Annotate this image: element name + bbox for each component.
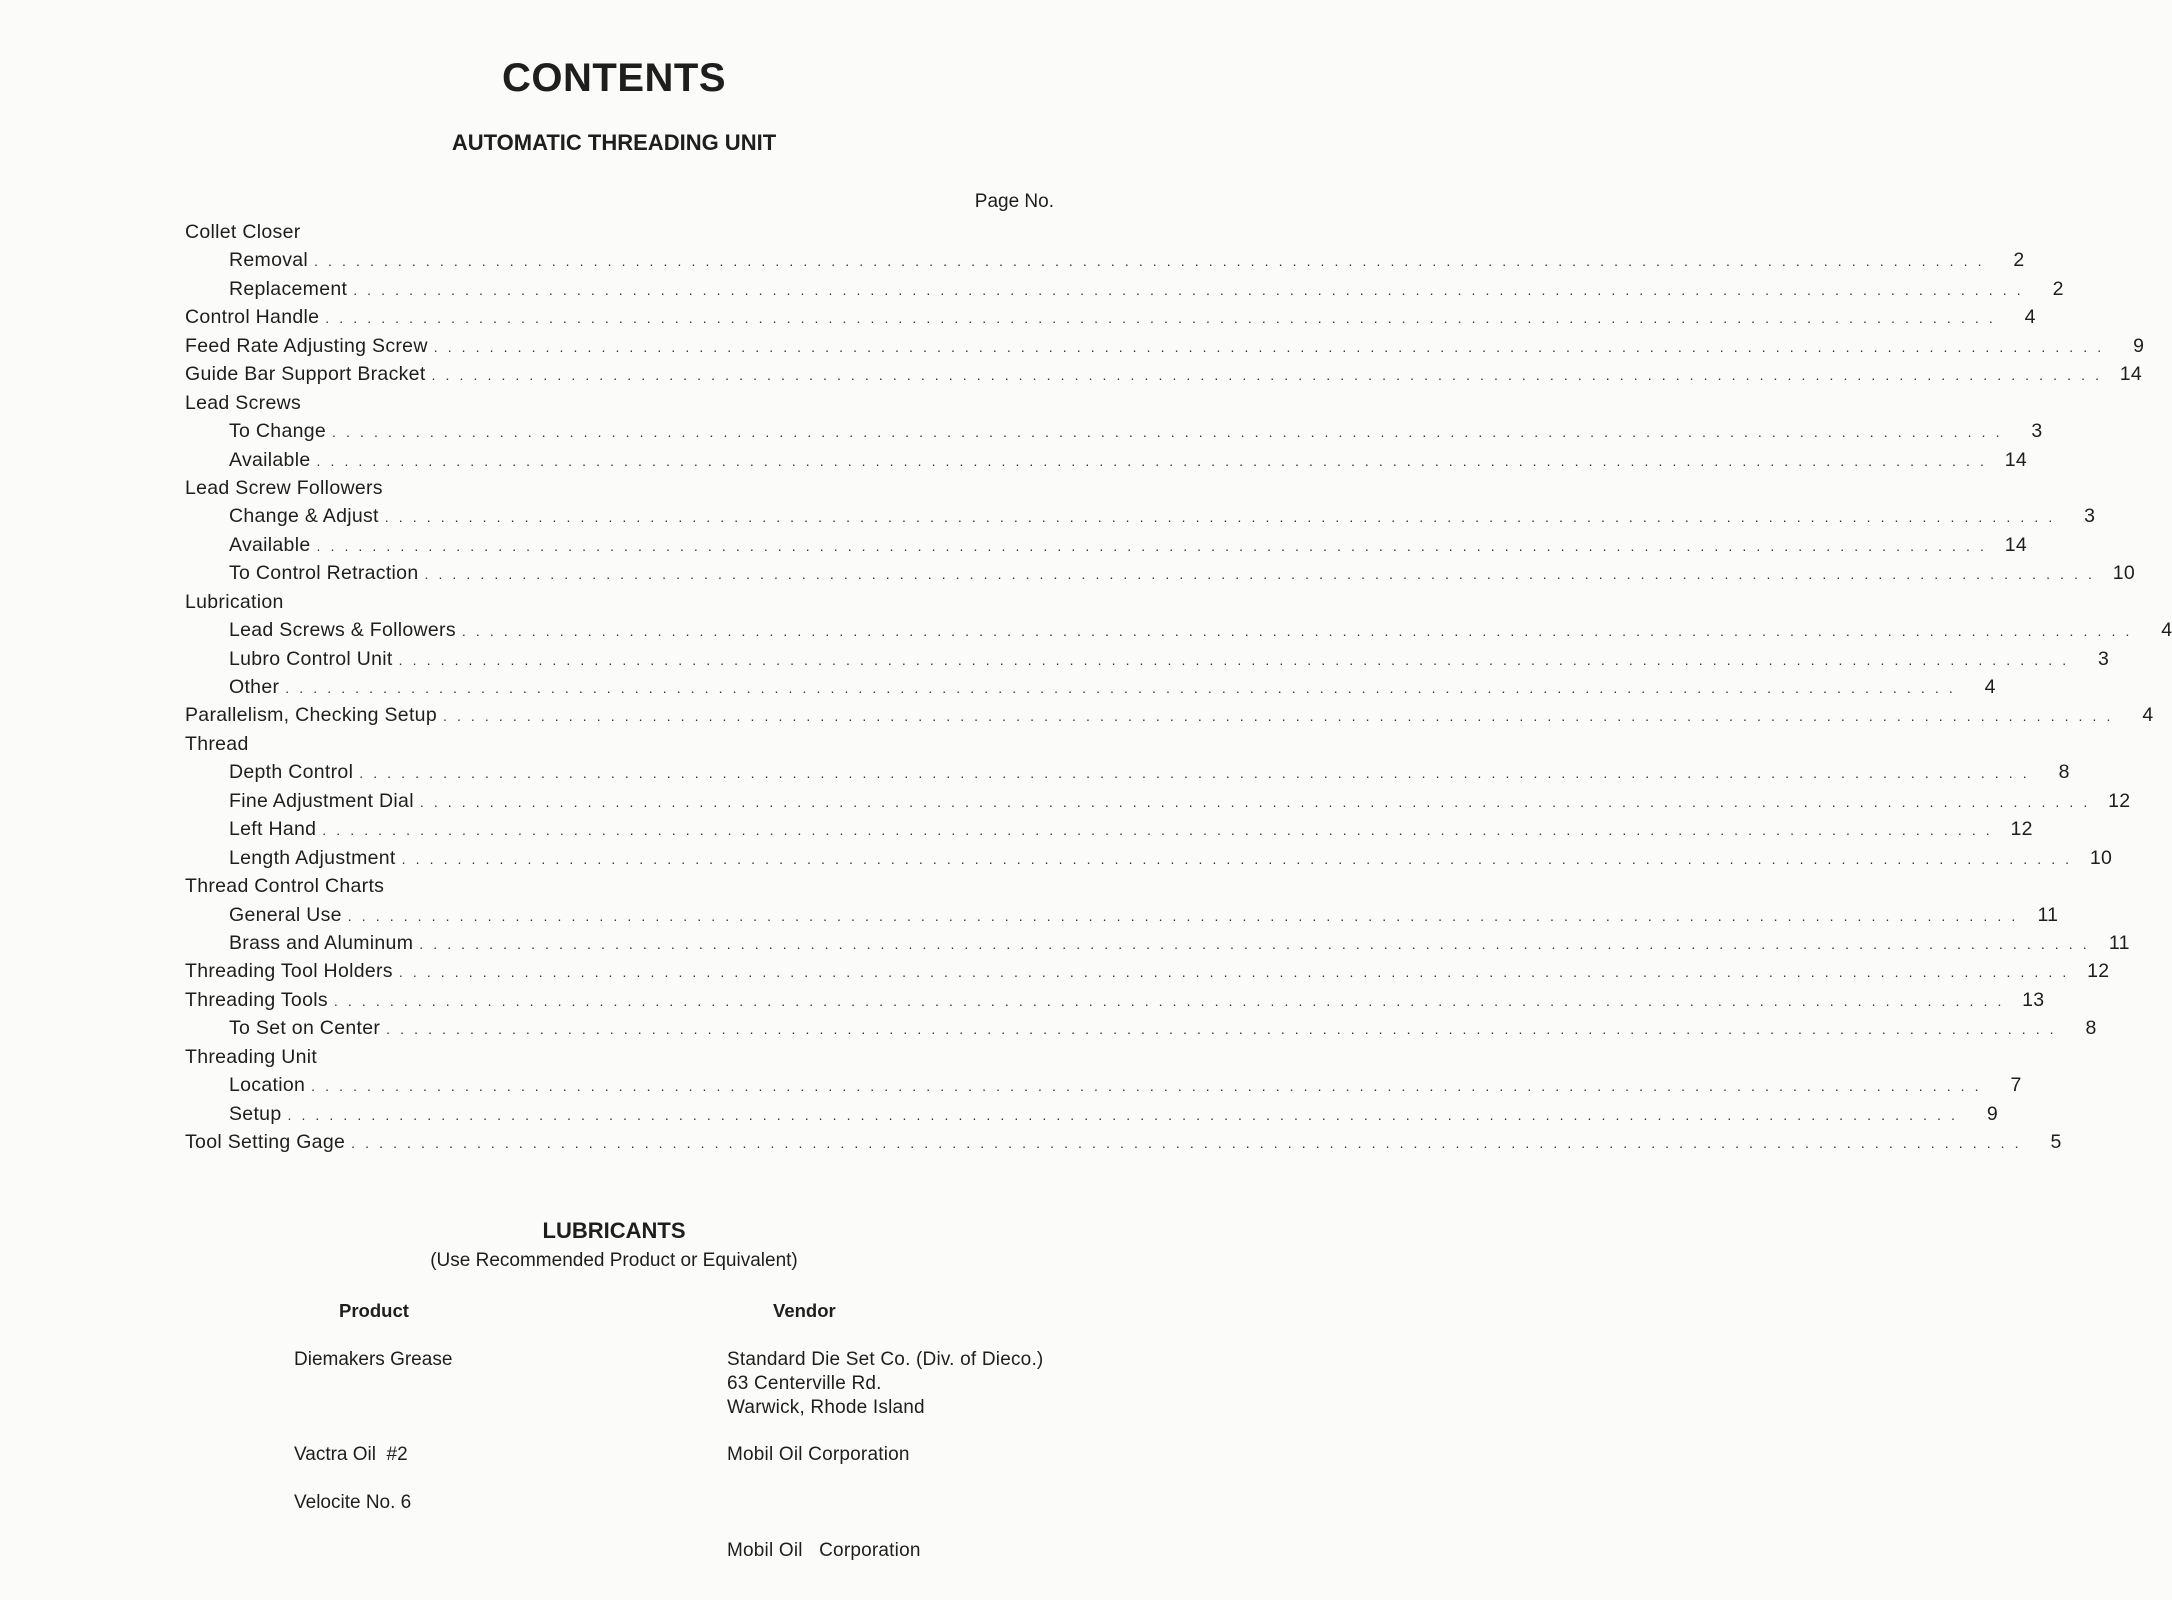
toc-entry-label: Length Adjustment (229, 846, 396, 869)
toc-entry-label: Setup (229, 1102, 282, 1125)
section-title: AUTOMATIC THREADING UNIT (451, 130, 777, 155)
toc-entry-page: 3 (2031, 420, 2043, 443)
toc-entry (185, 1100, 1998, 1128)
toc-entry-label: Brass and Aluminum (229, 931, 414, 954)
toc-entry-label: To Control Retraction (229, 562, 419, 585)
dot-leader: . . . . . . . . . . . . . . . . . . . . . . . . . . . . . . . . . . . . . . . . . . . . . . . . . . . . . . . . . . . . . . . . . . . . . . . . . . . . . . . . . . . . . . . . . . . . . . . . . . . . . . . . . . . . . . . . . . . . . . . . (359, 765, 2030, 782)
toc-entry-label: Change & Adjust (229, 505, 379, 528)
toc-entry-page: 4 (1984, 676, 1996, 698)
toc-entry-label: Threading Tools (185, 988, 328, 1011)
lubricant-product: Vactra Oil #2 (294, 1444, 408, 1465)
toc-entry-label: Removal (229, 249, 309, 272)
toc-entry-page: 2 (2013, 249, 2025, 272)
toc-entry (185, 474, 1055, 502)
toc-entry-page: 11 (2108, 931, 2130, 954)
toc-entry-label: Fine Adjustment Dial (229, 789, 414, 812)
toc-entry-page: 8 (2058, 761, 2070, 784)
toc-entry-label: Lubrication (185, 590, 284, 613)
toc-entry-label: Depth Control (229, 761, 354, 784)
toc-entry (185, 844, 2113, 872)
product-column-header: Product (339, 1300, 409, 1321)
toc-entry (185, 389, 1055, 417)
dot-leader: . . . . . . . . . . . . . . . . . . . . . . . . . . . . . . . . . . . . . . . . . . . . . . . . . . . . . . . . . . . . . . . . . . . . . . . . . . . . . . . . . . . . . . . . . . . . . . . . . . . . . . . . . . . . . . . . . . . . . . . . (398, 964, 2070, 981)
toc-entry-page: 10 (2089, 846, 2113, 869)
toc-entry (185, 218, 1055, 246)
toc-entry (185, 417, 2043, 445)
toc-entry-page: 14 (2119, 363, 2143, 386)
toc-entry (185, 1071, 2022, 1099)
toc-entry-page: 9 (2133, 334, 2145, 357)
dot-leader: . . . . . . . . . . . . . . . . . . . . . . . . . . . . . . . . . . . . . . . . . . . . . . . . . . . . . . . . . . . . . . . . . . . . . . . . . . . . . . . . . . . . . . . . . . . . . . . . . . . . . . . . . . . . . . . . . . . . . . . . (398, 651, 2070, 668)
toc-entry-page: 12 (2010, 818, 2033, 841)
toc-entry-label: To Set on Center (229, 1017, 381, 1040)
toc-entry-page: 4 (2142, 704, 2154, 727)
toc-entry-label: Thread Control Charts (185, 875, 385, 898)
toc-entry-page: 14 (2004, 533, 2028, 556)
dot-leader: . . . . . . . . . . . . . . . . . . . . . . . . . . . . . . . . . . . . . . . . . . . . . . . . . . . . . . . . . . . . . . . . . . . . . . . . . . . . . . . . . . . . . . . . . . . . . . . . . . . . . . . . . . . . . . . . . . . . . . . . (353, 281, 2024, 298)
toc-entry (185, 360, 2143, 388)
toc-entry-label: Other (229, 676, 280, 698)
vendor-line: Mobil Oil Corporation (727, 1444, 910, 1465)
toc-entry-page: 4 (2161, 619, 2172, 642)
lubricant-vendor (727, 1348, 1043, 1420)
toc-entry-label: Tool Setting Gage (185, 1131, 346, 1153)
toc-entry-label: Lubro Control Unit (229, 647, 393, 670)
toc-entry-label: Location (229, 1074, 306, 1097)
vendor-line: Mobil Oil Corporation (727, 1540, 921, 1561)
toc-entry-label: Replacement (229, 277, 348, 300)
toc-entry (185, 957, 2110, 985)
toc-entry (185, 246, 2025, 274)
dot-leader: . . . . . . . . . . . . . . . . . . . . . . . . . . . . . . . . . . . . . . . . . . . . . . . . . . . . . . . . . . . . . . . . . . . . . . . . . . . . . . . . . . . . . . . . . . . . . . . . . . . . . . . . . . . . . . . . . . . . . . . . (314, 253, 1985, 270)
dot-leader: . . . . . . . . . . . . . . . . . . . . . . . . . . . . . . . . . . . . . . . . . . . . . . . . . . . . . . . . . . . . . . . . . . . . . . . . . . . . . . . . . . . . . . . . . . . . . . . . . . . . . . . . . . . . . . . . . . . . . . . . (442, 708, 2114, 725)
toc-entry-label: Left Hand (229, 818, 317, 841)
dot-leader: . . . . . . . . . . . . . . . . . . . . . . . . . . . . . . . . . . . . . . . . . . . . . . . . . . . . . . . . . . . . . . . . . . . . . . . . . . . . . . . . . . . . . . . . . . . . . . . . . . . . . . . . . . . . . . . . . . . . . . . . (332, 424, 2003, 441)
dot-leader: . . . . . . . . . . . . . . . . . . . . . . . . . . . . . . . . . . . . . . . . . . . . . . . . . . . . . . . . . . . . . . . . . . . . . . . . . . . . . . . . . . . . . . . . . . . . . . . . . . . . . . . . . . . . . . . . . . . . . . . . (384, 509, 2056, 526)
toc-entry (185, 901, 2059, 929)
toc-entry (185, 275, 2064, 303)
toc-entry (185, 531, 2028, 559)
table-of-contents (185, 218, 2172, 1156)
dot-leader: . . . . . . . . . . . . . . . . . . . . . . . . . . . . . . . . . . . . . . . . . . . . . . . . . . . . . . . . . . . . . . . . . . . . . . . . . . . . . . . . . . . . . . . . . . . . . . . . . . . . . . . . . . . . . . . . . . . . . . . . (419, 935, 2090, 952)
vendor-line: Warwick, Rhode Island (727, 1397, 925, 1418)
toc-entry-label: Thread (185, 732, 249, 755)
vendor-column-header: Vendor (773, 1300, 836, 1321)
dot-leader: . . . . . . . . . . . . . . . . . . . . . . . . . . . . . . . . . . . . . . . . . . . . . . . . . . . . . . . . . . . . . . . . . . . . . . . . . . . . . . . . . . . . . . . . . . . . . . . . . . . . . . . . . . . . . . . . . . . . . . . . (333, 992, 2005, 1009)
lubricant-vendor (727, 1491, 921, 1587)
toc-entry (185, 1128, 2062, 1156)
page-no-header: Page No. (974, 191, 1054, 212)
page-title: CONTENTS (502, 56, 726, 100)
toc-entry-page: 5 (2050, 1131, 2062, 1153)
vendor-line: Standard Die Set Co. (Div. of Dieco.) (727, 1349, 1044, 1370)
dot-leader: . . . . . . . . . . . . . . . . . . . . . . . . . . . . . . . . . . . . . . . . . . . . . . . . . . . . . . . . . . . . . . . . . . . . . . . . . . . . . . . . . . . . . . . . . . . . . . . . . . . . . . . . . . . . . . . . . . . . . . . . (419, 793, 2091, 810)
toc-entry-page: 7 (2010, 1074, 2022, 1097)
toc-entry-page: 12 (2108, 789, 2131, 812)
toc-entry (185, 446, 2028, 474)
toc-entry-page: 8 (2085, 1017, 2097, 1040)
toc-entry-label: To Change (229, 420, 327, 443)
lubricant-product: Velocite No. 6 (294, 1492, 412, 1513)
lubricant-product: Diemakers Grease (294, 1349, 453, 1370)
dot-leader: . . . . . . . . . . . . . . . . . . . . . . . . . . . . . . . . . . . . . . . . . . . . . . . . . . . . . . . . . . . . . . . . . . . . . . . . . . . . . . . . . . . . . . . . . . . . . . . . . . . . . . . . . . . . . . . . . . . . . . . . (424, 566, 2095, 583)
toc-entry-page: 9 (1986, 1102, 1998, 1125)
toc-entry-label: Lead Screws (185, 391, 302, 414)
toc-entry (185, 645, 2110, 673)
dot-leader: . . . . . . . . . . . . . . . . . . . . . . . . . . . . . . . . . . . . . . . . . . . . . . . . . . . . . . . . . . . . . . . . . . . . . . . . . . . . . . . . . . . . . . . . . . . . . . . . . . . . . . . . . . . . . . . . . . . . . . . . (433, 338, 2105, 355)
dot-leader: . . . . . . . . . . . . . . . . . . . . . . . . . . . . . . . . . . . . . . . . . . . . . . . . . . . . . . . . . . . . . . . . . . . . . . . . . . . . . . . . . . . . . . . . . . . . . . . . . . . . . . . . . . . . . . . . . . . . . . . . (386, 1021, 2057, 1038)
toc-entry (185, 701, 2154, 729)
toc-entry (185, 588, 1055, 616)
toc-entry (185, 1043, 1055, 1071)
toc-entry-page: 3 (2084, 505, 2096, 528)
toc-entry-label: General Use (229, 903, 342, 926)
toc-entry-label: Threading Tool Holders (185, 960, 393, 983)
dot-leader: . . . . . . . . . . . . . . . . . . . . . . . . . . . . . . . . . . . . . . . . . . . . . . . . . . . . . . . . . . . . . . . . . . . . . . . . . . . . . . . . . . . . . . . . . . . . . . . . . . . . . . . . . . . . . . . . . . . . . . . . (325, 310, 1996, 327)
toc-entry-label: Available (229, 448, 311, 471)
toc-entry (185, 758, 2070, 786)
toc-entry-label: Parallelism, Checking Setup (185, 704, 437, 727)
toc-entry-label: Control Handle (185, 306, 320, 329)
dot-leader: . . . . . . . . . . . . . . . . . . . . . . . . . . . . . . . . . . . . . . . . . . . . . . . . . . . . . . . . . . . . . . . . . . . . . . . . . . . . . . . . . . . . . . . . . . . . . . . . . . . . . . . . . . . . . . . . . . . . . . . . (401, 850, 2073, 867)
toc-entry-page: 4 (2024, 306, 2036, 329)
toc-entry-page: 11 (2037, 903, 2059, 926)
toc-entry-label: Available (229, 533, 311, 556)
toc-entry (185, 559, 2135, 587)
dot-leader: . . . . . . . . . . . . . . . . . . . . . . . . . . . . . . . . . . . . . . . . . . . . . . . . . . . . . . . . . . . . . . . . . . . . . . . . . . . . . . . . . . . . . . . . . . . . . . . . . . . . . . . . . . . . . . . . . . . . . . . . (347, 907, 2019, 924)
toc-entry-label: Threading Unit (185, 1045, 318, 1068)
toc-entry (185, 872, 1055, 900)
dot-leader: . . . . . . . . . . . . . . . . . . . . . . . . . . . . . . . . . . . . . . . . . . . . . . . . . . . . . . . . . . . . . . . . . . . . . . . . . . . . . . . . . . . . . . . . . . . . . . . . . . . . . . . . . . . . . . . . . . . . . . . . (431, 367, 2103, 384)
dot-leader: . . . . . . . . . . . . . . . . . . . . . . . . . . . . . . . . . . . . . . . . . . . . . . . . . . . . . . . . . . . . . . . . . . . . . . . . . . . . . . . . . . . . . . . . . . . . . . . . . . . . . . . . . . . . . . . . . . . . . . . . (285, 680, 1956, 696)
dot-leader: . . . . . . . . . . . . . . . . . . . . . . . . . . . . . . . . . . . . . . . . . . . . . . . . . . . . . . . . . . . . . . . . . . . . . . . . . . . . . . . . . . . . . . . . . . . . . . . . . . . . . . . . . . . . . . . . . . . . . . . . (311, 1078, 1982, 1095)
toc-entry-label: Lead Screws & Followers (229, 619, 456, 642)
toc-entry (185, 303, 2036, 331)
toc-entry (185, 1014, 2097, 1042)
dot-leader: . . . . . . . . . . . . . . . . . . . . . . . . . . . . . . . . . . . . . . . . . . . . . . . . . . . . . . . . . . . . . . . . . . . . . . . . . . . . . . . . . . . . . . . . . . . . . . . . . . . . . . . . . . . . . . . . . . . . . . . . (316, 537, 1988, 554)
toc-entry-page: 3 (2098, 647, 2110, 670)
toc-entry-label: Guide Bar Support Bracket (185, 363, 426, 386)
dot-leader: . . . . . . . . . . . . . . . . . . . . . . . . . . . . . . . . . . . . . . . . . . . . . . . . . . . . . . . . . . . . . . . . . . . . . . . . . . . . . . . . . . . . . . . . . . . . . . . . . . . . . . . . . . . . . . . . . . . . . . . . (287, 1106, 1958, 1123)
toc-entry (185, 929, 2130, 957)
toc-entry (185, 787, 2131, 815)
toc-entry (185, 986, 2045, 1014)
toc-entry (185, 673, 1996, 701)
lubricants-title: LUBRICANTS (542, 1218, 686, 1243)
dot-leader: . . . . . . . . . . . . . . . . . . . . . . . . . . . . . . . . . . . . . . . . . . . . . . . . . . . . . . . . . . . . . . . . . . . . . . . . . . . . . . . . . . . . . . . . . . . . . . . . . . . . . . . . . . . . . . . . . . . . . . . . (351, 1135, 2022, 1151)
toc-entry (185, 730, 1055, 758)
toc-entry-page: 13 (2022, 988, 2045, 1011)
toc-entry-label: Collet Closer (185, 221, 301, 243)
toc-entry (185, 815, 2033, 843)
lubricants-subtitle: (Use Recommended Product or Equivalent) (430, 1250, 798, 1271)
toc-entry (185, 502, 2096, 530)
toc-entry (185, 332, 2145, 360)
dot-leader: . . . . . . . . . . . . . . . . . . . . . . . . . . . . . . . . . . . . . . . . . . . . . . . . . . . . . . . . . . . . . . . . . . . . . . . . . . . . . . . . . . . . . . . . . . . . . . . . . . . . . . . . . . . . . . . . . . . . . . . . (461, 623, 2133, 640)
toc-entry-page: 14 (2004, 448, 2028, 471)
toc-entry-page: 12 (2087, 960, 2110, 983)
vendor-line: 63 Centerville Rd. (727, 1373, 882, 1394)
dot-leader: . . . . . . . . . . . . . . . . . . . . . . . . . . . . . . . . . . . . . . . . . . . . . . . . . . . . . . . . . . . . . . . . . . . . . . . . . . . . . . . . . . . . . . . . . . . . . . . . . . . . . . . . . . . . . . . . . . . . . . . . (322, 822, 1993, 839)
toc-entry-page: 10 (2112, 562, 2135, 585)
toc-entry-page: 2 (2052, 277, 2064, 300)
dot-leader: . . . . . . . . . . . . . . . . . . . . . . . . . . . . . . . . . . . . . . . . . . . . . . . . . . . . . . . . . . . . . . . . . . . . . . . . . . . . . . . . . . . . . . . . . . . . . . . . . . . . . . . . . . . . . . . . . . . . . . . . (316, 452, 1988, 469)
toc-entry (185, 616, 2172, 644)
lubricant-vendor (727, 1443, 910, 1467)
toc-entry-label: Lead Screw Followers (185, 476, 383, 499)
toc-entry-label: Feed Rate Adjusting Screw (185, 334, 428, 357)
